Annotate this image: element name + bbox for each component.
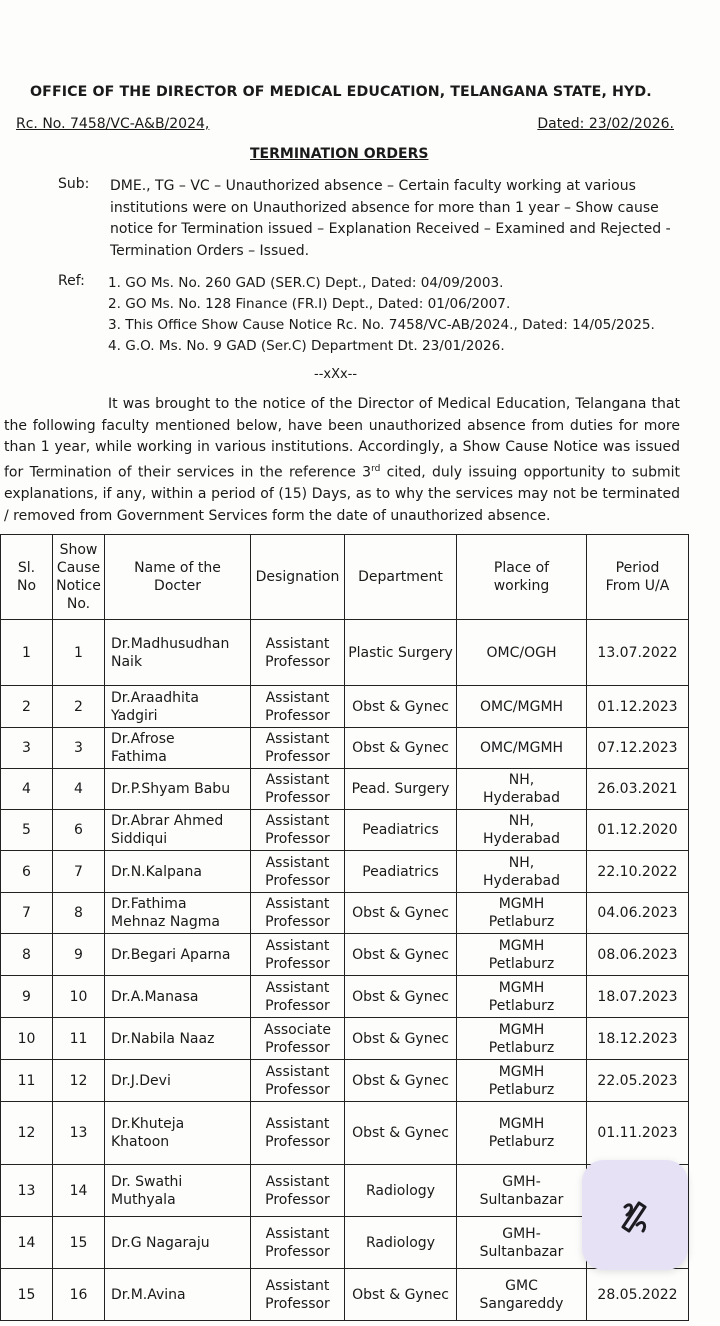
cell-line: Department bbox=[358, 569, 443, 585]
cell-line: Dr.Nabila Naaz bbox=[111, 1030, 215, 1047]
cell-line: Dr.G Nagaraju bbox=[111, 1234, 210, 1251]
cell-line: Assistant bbox=[265, 937, 330, 954]
cell-line: Dr.Afrose bbox=[111, 731, 175, 747]
header-name bbox=[105, 535, 251, 620]
body-text-part2: cited, duly issuing opportunity to submit explanations, if any, within a period of (15) Days, as to why the services may not be terminated / removed from Government Services form the date of unauthorized absence. bbox=[4, 464, 680, 524]
cell-department: Obst & Gynec bbox=[345, 1102, 457, 1165]
cell-line: Khatoon bbox=[111, 1134, 170, 1150]
cell-name bbox=[105, 810, 251, 851]
cell-name bbox=[105, 851, 251, 893]
cell-sl-no: 11 bbox=[1, 1060, 53, 1102]
cell-department: Obst & Gynec bbox=[345, 1269, 457, 1321]
cell-line: Name of the bbox=[134, 560, 221, 576]
cell-line: Professor bbox=[265, 1243, 330, 1260]
cell-line: Assistant bbox=[265, 772, 330, 788]
cell-line: NH, bbox=[508, 813, 535, 829]
cell-notice-no: 9 bbox=[53, 934, 105, 976]
cell-period: 01.12.2020 bbox=[587, 810, 689, 851]
cell-line: Professor bbox=[265, 749, 330, 765]
table-row bbox=[1, 728, 689, 769]
cell-notice-no: 2 bbox=[53, 686, 105, 728]
cell-line: Professor bbox=[265, 1191, 330, 1208]
cell-notice-no: 12 bbox=[53, 1060, 105, 1102]
cell-line: Assistant bbox=[265, 896, 330, 912]
cell-line: Dr.Begari Aparna bbox=[111, 946, 231, 963]
cell-line: Assistant bbox=[265, 1173, 330, 1190]
cell-line: Associate bbox=[264, 1021, 331, 1038]
cell-line: Professor bbox=[265, 831, 330, 847]
cell-line: Petlaburz bbox=[488, 914, 555, 930]
cell-line: Assistant bbox=[265, 689, 330, 706]
cell-notice-no: 6 bbox=[53, 810, 105, 851]
cell-line: Hyderabad bbox=[483, 790, 560, 806]
cell-name bbox=[105, 893, 251, 934]
cell-name bbox=[105, 1165, 251, 1217]
cell-line: Assistant bbox=[265, 979, 330, 996]
cell-designation bbox=[251, 769, 345, 810]
cell-place bbox=[457, 934, 587, 976]
cell-line: Professor bbox=[265, 653, 330, 670]
cell-line: Muthyala bbox=[111, 1191, 176, 1208]
cell-department: Plastic Surgery bbox=[345, 620, 457, 686]
table-row bbox=[1, 769, 689, 810]
cell-designation bbox=[251, 1060, 345, 1102]
header-notice-no bbox=[53, 535, 105, 620]
cell-line: MGMH bbox=[498, 1063, 545, 1080]
cell-line: Professor bbox=[265, 707, 330, 724]
cell-place bbox=[457, 1217, 587, 1269]
cell-place bbox=[457, 1060, 587, 1102]
order-date: Dated: 23/02/2026. bbox=[537, 116, 674, 132]
cell-notice-no: 16 bbox=[53, 1269, 105, 1321]
cell-line: Professor bbox=[265, 914, 330, 930]
cell-line: Yadgiri bbox=[111, 707, 158, 724]
cell-sl-no: 9 bbox=[1, 976, 53, 1018]
cell-period: 22.05.2023 bbox=[587, 1060, 689, 1102]
office-heading: OFFICE OF THE DIRECTOR OF MEDICAL EDUCATION, TELANGANA STATE, HYD. bbox=[30, 84, 652, 100]
header-sl-no bbox=[1, 535, 53, 620]
cell-notice-no: 15 bbox=[53, 1217, 105, 1269]
cell-line: Dr.M.Avina bbox=[111, 1286, 186, 1303]
cell-line: Dr. Swathi bbox=[111, 1173, 183, 1190]
table-row bbox=[1, 934, 689, 976]
header-place bbox=[457, 535, 587, 620]
cell-notice-no: 14 bbox=[53, 1165, 105, 1217]
cell-department: Radiology bbox=[345, 1217, 457, 1269]
cell-designation bbox=[251, 976, 345, 1018]
references-list bbox=[108, 273, 655, 357]
cell-line: Assistant bbox=[265, 731, 330, 747]
cell-period: 18.12.2023 bbox=[587, 1018, 689, 1060]
cell-line: GMC bbox=[505, 1277, 538, 1294]
cell-notice-no: 3 bbox=[53, 728, 105, 769]
cell-place bbox=[457, 1269, 587, 1321]
cell-name bbox=[105, 769, 251, 810]
cell-line: Docter bbox=[154, 578, 201, 594]
cell-name bbox=[105, 976, 251, 1018]
table-row bbox=[1, 851, 689, 893]
cell-sl-no: 5 bbox=[1, 810, 53, 851]
cell-line: Dr.J.Devi bbox=[111, 1072, 171, 1089]
references-label: Ref: bbox=[58, 273, 85, 289]
cell-sl-no: 15 bbox=[1, 1269, 53, 1321]
cell-line: Petlaburz bbox=[488, 997, 555, 1014]
cell-line: Petlaburz bbox=[488, 955, 555, 972]
cell-line: Dr.P.Shyam Babu bbox=[111, 781, 231, 797]
cell-department: Obst & Gynec bbox=[345, 728, 457, 769]
cell-line: Designation bbox=[255, 569, 340, 585]
cell-line: Assistant bbox=[265, 635, 330, 652]
cell-line: From U/A bbox=[605, 578, 670, 594]
cell-department: Peadiatrics bbox=[345, 810, 457, 851]
cell-sl-no: 3 bbox=[1, 728, 53, 769]
cell-line: Siddiqui bbox=[111, 831, 168, 847]
cell-department: Obst & Gynec bbox=[345, 976, 457, 1018]
cell-line: Professor bbox=[265, 1081, 330, 1098]
document-title: TERMINATION ORDERS bbox=[250, 146, 429, 162]
cell-line: Notice bbox=[56, 578, 101, 594]
cell-period: 26.03.2021 bbox=[587, 769, 689, 810]
cell-name bbox=[105, 1217, 251, 1269]
body-superscript: rd bbox=[371, 463, 381, 474]
cell-line: Dr.Fathima bbox=[111, 896, 187, 912]
cell-name bbox=[105, 686, 251, 728]
cell-line: Petlaburz bbox=[488, 1039, 555, 1056]
cell-line: Dr.Araadhita bbox=[111, 689, 199, 706]
cell-line: OMC/OGH bbox=[486, 644, 557, 661]
body-text-part1: It was brought to the notice of the Director of Medical Education, Telangana that the following faculty mentioned below, have been unauthorized absence from duties for more than 1 year, while working in various institutions. Accordingly, a Show Cause Notice was issued for Termination of their services in the reference 3 bbox=[4, 396, 680, 481]
cell-period: 04.06.2023 bbox=[587, 893, 689, 934]
reference-item: 3. This Office Show Cause Notice Rc. No. 7458/VC-AB/2024., Dated: 14/05/2025. bbox=[108, 317, 655, 333]
cell-line: Dr.Abrar Ahmed bbox=[111, 813, 224, 829]
cell-notice-no: 10 bbox=[53, 976, 105, 1018]
cell-designation bbox=[251, 1018, 345, 1060]
cell-line: Assistant bbox=[265, 1063, 330, 1080]
cell-designation bbox=[251, 1217, 345, 1269]
cell-department: Obst & Gynec bbox=[345, 1018, 457, 1060]
reference-item: 4. G.O. Ms. No. 9 GAD (Ser.C) Department Dt. 23/01/2026. bbox=[108, 338, 505, 354]
cell-line: Sultanbazar bbox=[479, 1191, 564, 1208]
cell-designation bbox=[251, 934, 345, 976]
cell-line: MGMH bbox=[498, 937, 545, 954]
cell-line: Mehnaz Nagma bbox=[111, 914, 220, 930]
cell-place bbox=[457, 976, 587, 1018]
cell-designation bbox=[251, 851, 345, 893]
cell-sl-no: 4 bbox=[1, 769, 53, 810]
cell-department: Obst & Gynec bbox=[345, 686, 457, 728]
cell-line: Assistant bbox=[265, 1277, 330, 1294]
cell-designation bbox=[251, 893, 345, 934]
reference-item: 2. GO Ms. No. 128 Finance (FR.I) Dept., Dated: 01/06/2007. bbox=[108, 296, 511, 312]
cell-place bbox=[457, 810, 587, 851]
cell-period: 01.11.2023 bbox=[587, 1102, 689, 1165]
cell-department: Obst & Gynec bbox=[345, 1060, 457, 1102]
table-header-row bbox=[1, 535, 689, 620]
cell-line: OMC/MGMH bbox=[479, 698, 564, 715]
cell-place bbox=[457, 851, 587, 893]
reference-item: 1. GO Ms. No. 260 GAD (SER.C) Dept., Dated: 04/09/2003. bbox=[108, 275, 504, 291]
cell-line: GMH- bbox=[502, 1225, 541, 1242]
cell-line: Assistant bbox=[265, 1116, 330, 1132]
cell-place bbox=[457, 1018, 587, 1060]
cell-line: Dr.A.Manasa bbox=[111, 988, 199, 1005]
cell-sl-no: 14 bbox=[1, 1217, 53, 1269]
cell-line: Fathima bbox=[111, 749, 167, 765]
table-row bbox=[1, 686, 689, 728]
table-row bbox=[1, 1269, 689, 1321]
cell-sl-no: 10 bbox=[1, 1018, 53, 1060]
cell-notice-no: 1 bbox=[53, 620, 105, 686]
cell-period: 13.07.2022 bbox=[587, 620, 689, 686]
cell-sl-no: 12 bbox=[1, 1102, 53, 1165]
cell-department: Obst & Gynec bbox=[345, 893, 457, 934]
cell-line: No bbox=[16, 578, 37, 594]
cell-place bbox=[457, 1102, 587, 1165]
table-row bbox=[1, 893, 689, 934]
cell-line: Professor bbox=[265, 1134, 330, 1150]
cell-period: 22.10.2022 bbox=[587, 851, 689, 893]
table-row bbox=[1, 620, 689, 686]
cell-period: 07.12.2023 bbox=[587, 728, 689, 769]
cell-designation bbox=[251, 1102, 345, 1165]
cell-name bbox=[105, 620, 251, 686]
table-row bbox=[1, 1018, 689, 1060]
cell-department: Obst & Gynec bbox=[345, 934, 457, 976]
cell-sl-no: 8 bbox=[1, 934, 53, 976]
cell-name bbox=[105, 1269, 251, 1321]
cell-designation bbox=[251, 620, 345, 686]
cell-line: OMC/MGMH bbox=[479, 740, 564, 756]
cell-department: Peadiatrics bbox=[345, 851, 457, 893]
cell-line: Hyderabad bbox=[483, 872, 560, 889]
table-row bbox=[1, 976, 689, 1018]
cell-sl-no: 13 bbox=[1, 1165, 53, 1217]
cell-line: Petlaburz bbox=[488, 1134, 555, 1150]
cell-line: Dr.N.Kalpana bbox=[111, 863, 202, 880]
cell-line: NH, bbox=[508, 772, 535, 788]
cell-line: Professor bbox=[265, 790, 330, 806]
cell-notice-no: 8 bbox=[53, 893, 105, 934]
cell-place bbox=[457, 769, 587, 810]
body-paragraph bbox=[4, 394, 680, 527]
cell-period: 28.05.2022 bbox=[587, 1269, 689, 1321]
cell-line: Hyderabad bbox=[483, 831, 560, 847]
cell-line: Sultanbazar bbox=[479, 1243, 564, 1260]
cell-line: Professor bbox=[265, 1039, 330, 1056]
edit-pen-icon bbox=[613, 1193, 657, 1237]
cell-name bbox=[105, 934, 251, 976]
subject-label: Sub: bbox=[58, 176, 90, 192]
cell-designation bbox=[251, 686, 345, 728]
cell-line: Sl. bbox=[17, 560, 36, 576]
header-period bbox=[587, 535, 689, 620]
cell-designation bbox=[251, 728, 345, 769]
cell-line: Place of bbox=[493, 560, 550, 576]
cell-place bbox=[457, 620, 587, 686]
cell-name bbox=[105, 1060, 251, 1102]
header-designation bbox=[251, 535, 345, 620]
cell-line: MGMH bbox=[498, 979, 545, 996]
cell-line: Assistant bbox=[265, 854, 330, 871]
reference-number: Rc. No. 7458/VC-A&B/2024, bbox=[16, 116, 210, 132]
cell-department: Pead. Surgery bbox=[345, 769, 457, 810]
cell-line: Assistant bbox=[265, 1225, 330, 1242]
cell-notice-no: 13 bbox=[53, 1102, 105, 1165]
cell-line: MGMH bbox=[498, 896, 545, 912]
cell-line: Dr.Madhusudhan bbox=[111, 635, 230, 652]
cell-line: Professor bbox=[265, 997, 330, 1014]
cell-period: 01.12.2023 bbox=[587, 686, 689, 728]
cell-sl-no: 7 bbox=[1, 893, 53, 934]
cell-notice-no: 11 bbox=[53, 1018, 105, 1060]
table-row bbox=[1, 1102, 689, 1165]
table-row bbox=[1, 1060, 689, 1102]
cell-place bbox=[457, 686, 587, 728]
cell-line: Cause bbox=[56, 560, 101, 576]
cell-department: Radiology bbox=[345, 1165, 457, 1217]
cell-notice-no: 4 bbox=[53, 769, 105, 810]
cell-line: Dr.Khuteja bbox=[111, 1116, 185, 1132]
cell-designation bbox=[251, 1165, 345, 1217]
cell-line: Sangareddy bbox=[479, 1295, 564, 1312]
header-department bbox=[345, 535, 457, 620]
cell-line: Assistant bbox=[265, 813, 330, 829]
cell-notice-no: 7 bbox=[53, 851, 105, 893]
cell-line: Professor bbox=[265, 1295, 330, 1312]
cell-name bbox=[105, 728, 251, 769]
cell-sl-no: 6 bbox=[1, 851, 53, 893]
cell-place bbox=[457, 1165, 587, 1217]
subject-text: DME., TG – VC – Unauthorized absence – Certain faculty working at various institutions were on Unauthorized absence for more than 1 year – Show cause notice for Termination issued – Explanation Received – Examined and Rejected - Termination Orders – Issued. bbox=[110, 178, 671, 259]
cell-designation bbox=[251, 1269, 345, 1321]
cell-period: 18.07.2023 bbox=[587, 976, 689, 1018]
cell-name bbox=[105, 1102, 251, 1165]
cell-sl-no: 1 bbox=[1, 620, 53, 686]
cell-line: Professor bbox=[265, 872, 330, 889]
cell-line: Petlaburz bbox=[488, 1081, 555, 1098]
section-separator: --xXx-- bbox=[314, 367, 358, 382]
cell-line: No. bbox=[66, 596, 91, 612]
cell-line: NH, bbox=[508, 854, 535, 871]
edit-fab-button[interactable] bbox=[582, 1160, 688, 1270]
cell-designation bbox=[251, 810, 345, 851]
cell-line: MGMH bbox=[498, 1116, 545, 1132]
cell-period: 08.06.2023 bbox=[587, 934, 689, 976]
cell-line: working bbox=[493, 578, 550, 594]
table-row bbox=[1, 810, 689, 851]
cell-line: Naik bbox=[111, 653, 143, 670]
cell-sl-no: 2 bbox=[1, 686, 53, 728]
cell-name bbox=[105, 1018, 251, 1060]
cell-place bbox=[457, 893, 587, 934]
cell-line: Show bbox=[59, 542, 98, 558]
cell-line: GMH- bbox=[502, 1173, 541, 1190]
cell-line: Period bbox=[615, 560, 660, 576]
cell-line: Professor bbox=[265, 955, 330, 972]
cell-line: MGMH bbox=[498, 1021, 545, 1038]
cell-place bbox=[457, 728, 587, 769]
